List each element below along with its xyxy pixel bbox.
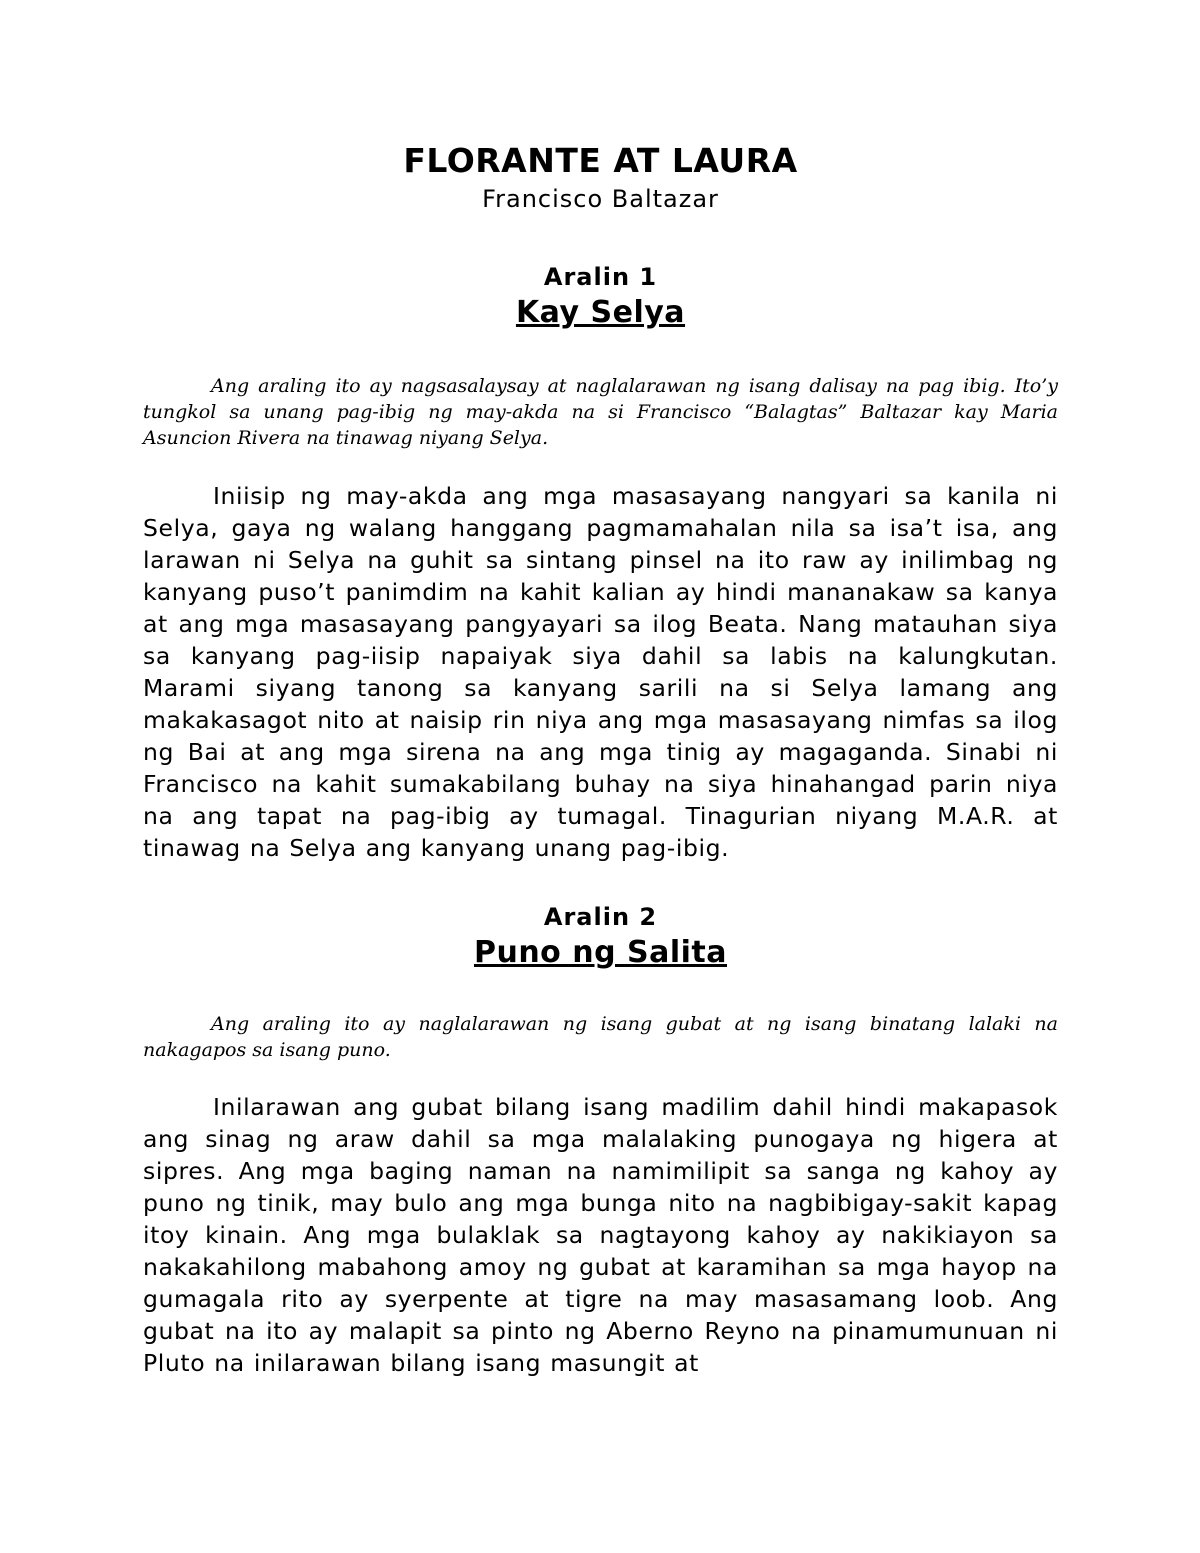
document-page <box>143 140 1058 1379</box>
lesson-number: Aralin 2 <box>543 903 658 931</box>
lesson-body: Iniisip ng may-akda ang mga masasayang nangyari sa kanila ni Selya, gaya ng walang hanggang pagmamahalan nila sa isa’t isa, ang larawan ni Selya na guhit sa sintang pinsel na ito raw ay inilimbag ng kanyang puso’t panimdim na kahit kalian ay hindi mananakaw sa kanya at ang mga masasayang pangyayari sa ilog Beata. Nang matauhan siya sa kanyang pag-iisip napaiyak siya dahil sa labis na kalungkutan. Marami siyang tanong sa kanyang sarili na si Selya lamang ang makakasagot nito at naisip rin niya ang mga masasayang nimfas sa ilog ng Bai at ang mga sirena na ang mga tinig ay magaganda. Sinabi ni Francisco na kahit sumakabilang buhay na siya hinahangad parin niya na ang tapat na pag-ibig ay tumagal. Tinagurian niyang M.A.R. at tinawag na Selya ang kanyang unang pag-ibig. <box>143 482 1058 862</box>
document-author: Francisco Baltazar <box>482 185 719 213</box>
lesson-summary: Ang araling ito ay nagsasalaysay at naglalarawan ng isang dalisay na pag ibig. Ito’y tungkol sa unang pag-ibig ng may-akda na si Francisco “Balagtas” Baltazar kay Maria Asuncion Rivera na tinawag niyang Selya. <box>143 375 1058 449</box>
lesson-2 <box>143 901 1058 1379</box>
lesson-number: Aralin 1 <box>543 263 658 291</box>
lesson-title: Kay Selya <box>515 295 686 330</box>
lesson-1 <box>143 261 1058 864</box>
lesson-summary: Ang araling ito ay naglalarawan ng isang gubat at ng isang binatang lalaki na nakagapos sa isang puno. <box>143 1013 1058 1061</box>
document-title: FLORANTE AT LAURA <box>403 141 798 180</box>
lesson-body: Inilarawan ang gubat bilang isang madilim dahil hindi makapasok ang sinag ng araw dahil sa mga malalaking punogaya ng higera at sipres. Ang mga baging naman na namimilipit sa sanga ng kahoy ay puno ng tinik, may bulo ang mga bunga nito na nagbibigay-sakit kapag itoy kinain. Ang mga bulaklak sa nagtayong kahoy ay nakikiayon sa nakakahilong mabahong amoy ng gubat at karamihan sa mga hayop na gumagala rito ay syerpente at tigre na may masasamang loob. Ang gubat na ito ay malapit sa pinto ng Aberno Reyno na pinamumunuan ni Pluto na inilarawan bilang isang masungit at <box>143 1093 1058 1377</box>
lesson-title: Puno ng Salita <box>473 935 728 970</box>
